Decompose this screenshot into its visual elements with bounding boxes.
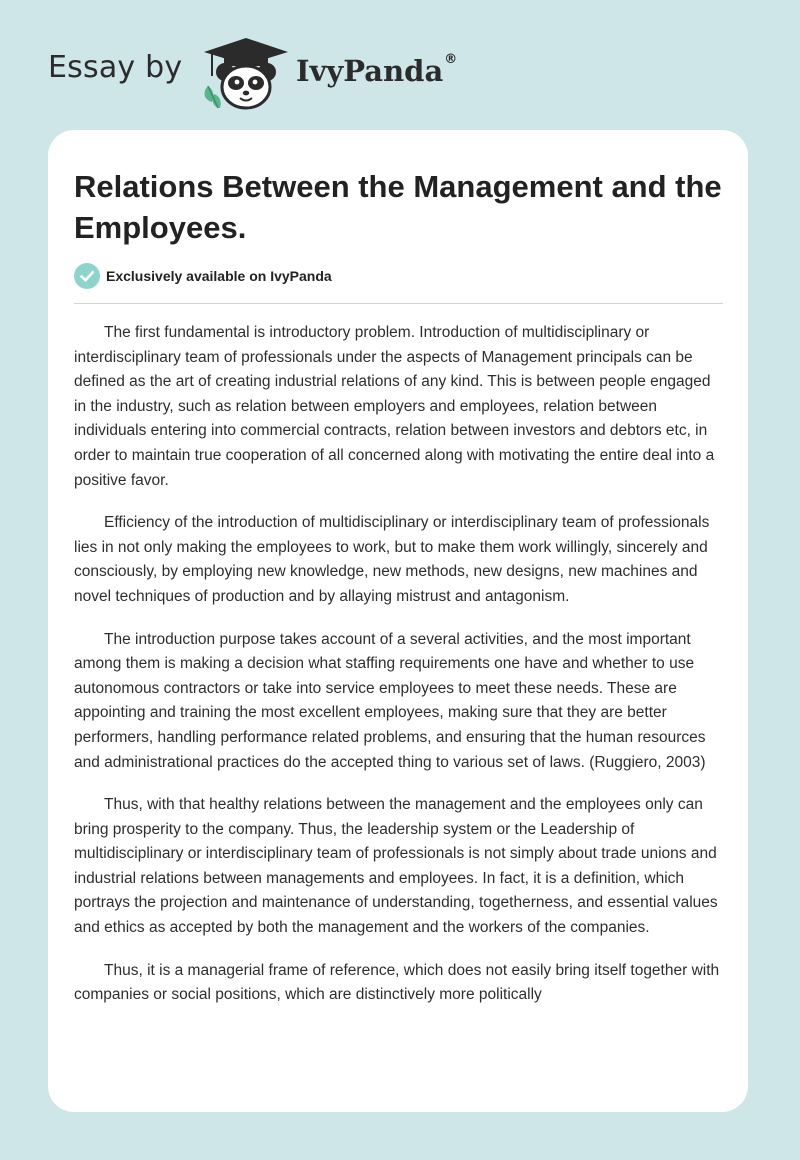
site-header: [0, 0, 800, 130]
body-paragraph: Thus, with that healthy relations between the management and the employees only can bring prosperity to the company. Thus, the leadership system or the Leadership of multidisciplinary or interdisciplinary team of professionals is not simply about trade unions and industrial relations between managements and employees. In fact, it is a definition, which portrays the projection and maintenance of understanding, togetherness, and essential values and ethics as accepted by both the management and the workers of the companies.: [74, 796, 718, 937]
title-divider: [74, 303, 723, 304]
brand-name[interactable]: [296, 54, 457, 88]
article-card: [48, 130, 748, 1112]
brand-name-text: IvyPanda: [296, 54, 444, 88]
body-paragraph: The introduction purpose takes account of a several activities, and the most important among them is making a decision what staffing requirements one have and whether to use autonomous contractors or take into service employees to meet these needs. These are appointing and training the most excellent employees, making sure that they are better performers, handling performance related problems, and ensuring that the human resources and administrational practices do the accepted thing to various set of laws. (Ruggiero, 2003): [74, 630, 706, 771]
exclusive-badge-text: Exclusively available on IvyPanda: [106, 268, 332, 284]
article-body: [74, 321, 726, 1026]
check-circle-icon: [74, 263, 100, 289]
panda-graduate-icon[interactable]: [200, 36, 292, 110]
body-paragraph: Thus, it is a managerial frame of reference, which does not easily bring itself together with companies or social positions, which are distinctively more politically: [74, 961, 720, 1004]
exclusive-badge: [74, 263, 332, 289]
registered-mark: ®: [444, 52, 458, 67]
article-title: Relations Between the Management and the Employees.: [74, 169, 722, 245]
body-paragraph: Efficiency of the introduction of multidisciplinary or interdisciplinary team of professionals lies in not only making the employees to work, but to make them work willingly, sincerely and consciously, by employing new knowledge, new methods, new designs, new machines and novel techniques of production and by allaying mistrust and antagonism.: [74, 514, 710, 605]
body-paragraph: The first fundamental is introductory problem. Introduction of multidisciplinary or interdisciplinary team of professionals under the aspects of Management principals can be defined as the art of creating industrial relations of any kind. This is between people engaged in the industry, such as relation between employers and employees, relation between individuals entering into commercial contracts, relation between investors and debtors etc, in order to maintain true cooperation of all concerned along with motivating the entire deal into a positive favor.: [74, 324, 715, 489]
essay-by-label: Essay by: [48, 50, 183, 85]
